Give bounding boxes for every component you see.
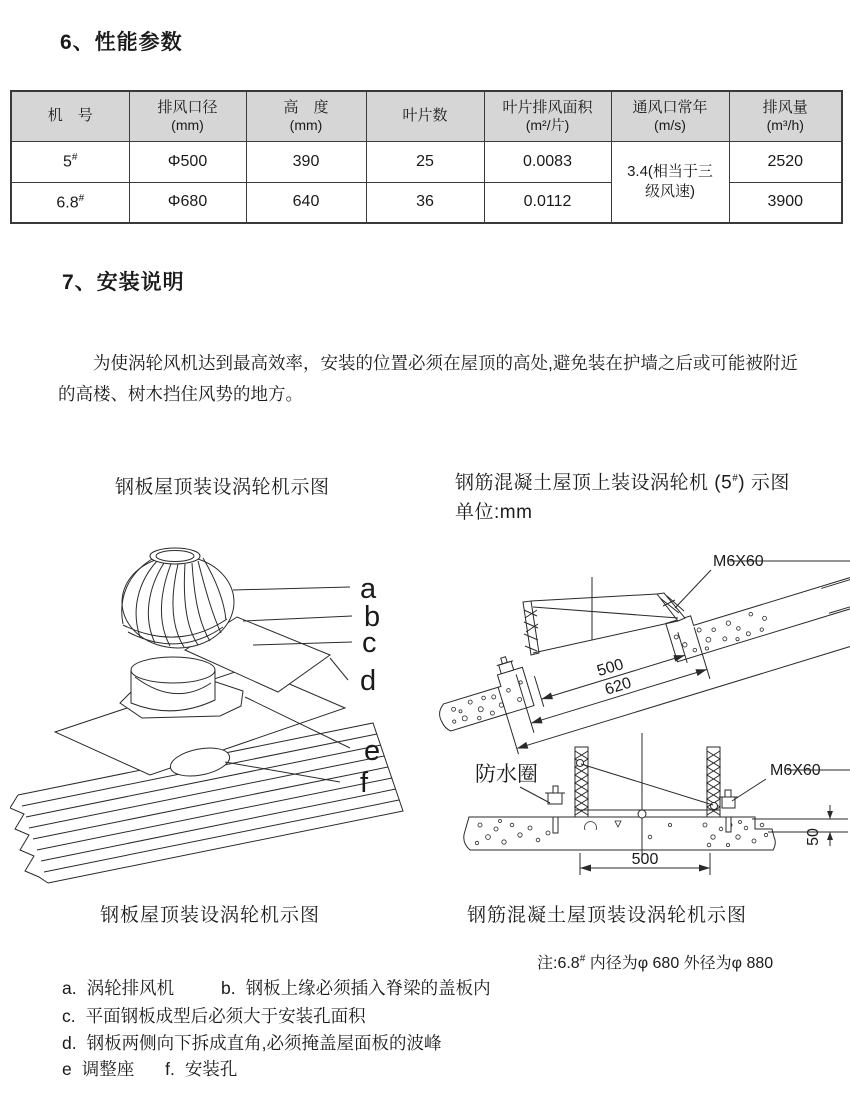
label-b: b [364,601,381,633]
legend-line-c: c. 平面钢板成型后必须大于安装孔面积 [62,1006,366,1026]
label-c: c [362,627,377,659]
right-diagram-title: 钢筋混凝土屋顶上装设涡轮机 (5#) 示图 单位:mm [455,472,790,524]
note-line: 注:6.8# 内径为φ 680 外径为φ 880 [537,953,774,972]
flat-roof-section [464,733,850,875]
cell-blades: 25 [366,141,484,182]
unit-line: 单位:mm [455,502,533,524]
header-blades: 叶片数 [366,91,484,141]
waterproof-ring-label: 防水圈 [475,763,538,786]
installation-paragraph: 为使涡轮风机达到最高效率，安装的位置必须在屋顶的高处,避免装在护墙之后或可能被附近的高楼、树木挡住风势的地方。 [58,353,798,404]
cell-diameter: Φ500 [129,141,246,182]
left-diagram-caption: 钢板屋顶装设涡轮机示图 [100,905,321,926]
cell-height: 640 [246,182,366,223]
cell-blades: 36 [366,182,484,223]
svg-text:500: 500 [595,656,626,681]
table-header-row [11,91,842,141]
concrete-roof-diagrams [430,540,850,900]
label-e: e [364,735,381,767]
cell-wind-speed-merged: 3.4(相当于三 级风速) [611,141,729,223]
cell-diameter: Φ680 [129,182,246,223]
cell-height: 390 [246,141,366,182]
bolt-leader [732,779,766,801]
cell-model: 6.8# [11,182,129,223]
legend-line-ef: e 调整座 f. 安装孔 [62,1059,238,1079]
turbine-base-duct [523,593,685,655]
header-airflow: 排风量 (m³/h) [729,91,842,141]
steel-roof-exploded-diagram [10,540,410,900]
bolt-callout: M6X60 [770,762,821,779]
waterproof-leader [520,787,550,803]
header-model: 机 号 [11,91,129,141]
cell-airflow: 2520 [729,141,842,182]
sloped-roof-section [430,544,850,773]
cell-airflow: 3900 [729,182,842,223]
svg-text:620: 620 [602,674,634,699]
turbine-head [122,548,234,648]
label-a: a [360,573,377,605]
performance-table [10,90,843,224]
header-wind-speed: 通风口常年 (m/s) [611,91,729,141]
center-pivot [638,810,646,818]
header-height: 高 度 (mm) [246,91,366,141]
bolt-leader [675,570,711,608]
table-row [11,141,842,182]
cell-blade-area: 0.0112 [484,182,611,223]
cell-blade-area: 0.0083 [484,141,611,182]
legend-line-d: d. 钢板两侧向下拆成直角,必须掩盖屋面板的波峰 [62,1033,442,1053]
legend-line-ab: a. 涡轮排风机 b. 钢板上缘必须插入脊梁的盖板内 [62,978,491,998]
header-blade-area: 叶片排风面积 (m²/片) [484,91,611,141]
label-d: d [360,665,377,697]
cell-model: 5# [11,141,129,182]
left-diagram-title: 钢板屋顶装设涡轮机示图 [115,477,330,498]
section7-heading: 7、安装说明 [62,271,185,294]
header-diameter: 排风口径 (mm) [129,91,246,141]
svg-text:50: 50 [805,828,822,846]
turbine-base-duct [575,747,720,817]
svg-text:500: 500 [631,851,659,868]
concrete-slab-right [666,566,850,662]
bolt-callout: M6X60 [713,553,764,570]
label-f: f [360,767,369,799]
dimension-500 [580,851,710,875]
right-diagram-caption: 钢筋混凝土屋顶装设涡轮机示图 [467,905,748,926]
section6-heading: 6、性能参数 [60,31,183,54]
